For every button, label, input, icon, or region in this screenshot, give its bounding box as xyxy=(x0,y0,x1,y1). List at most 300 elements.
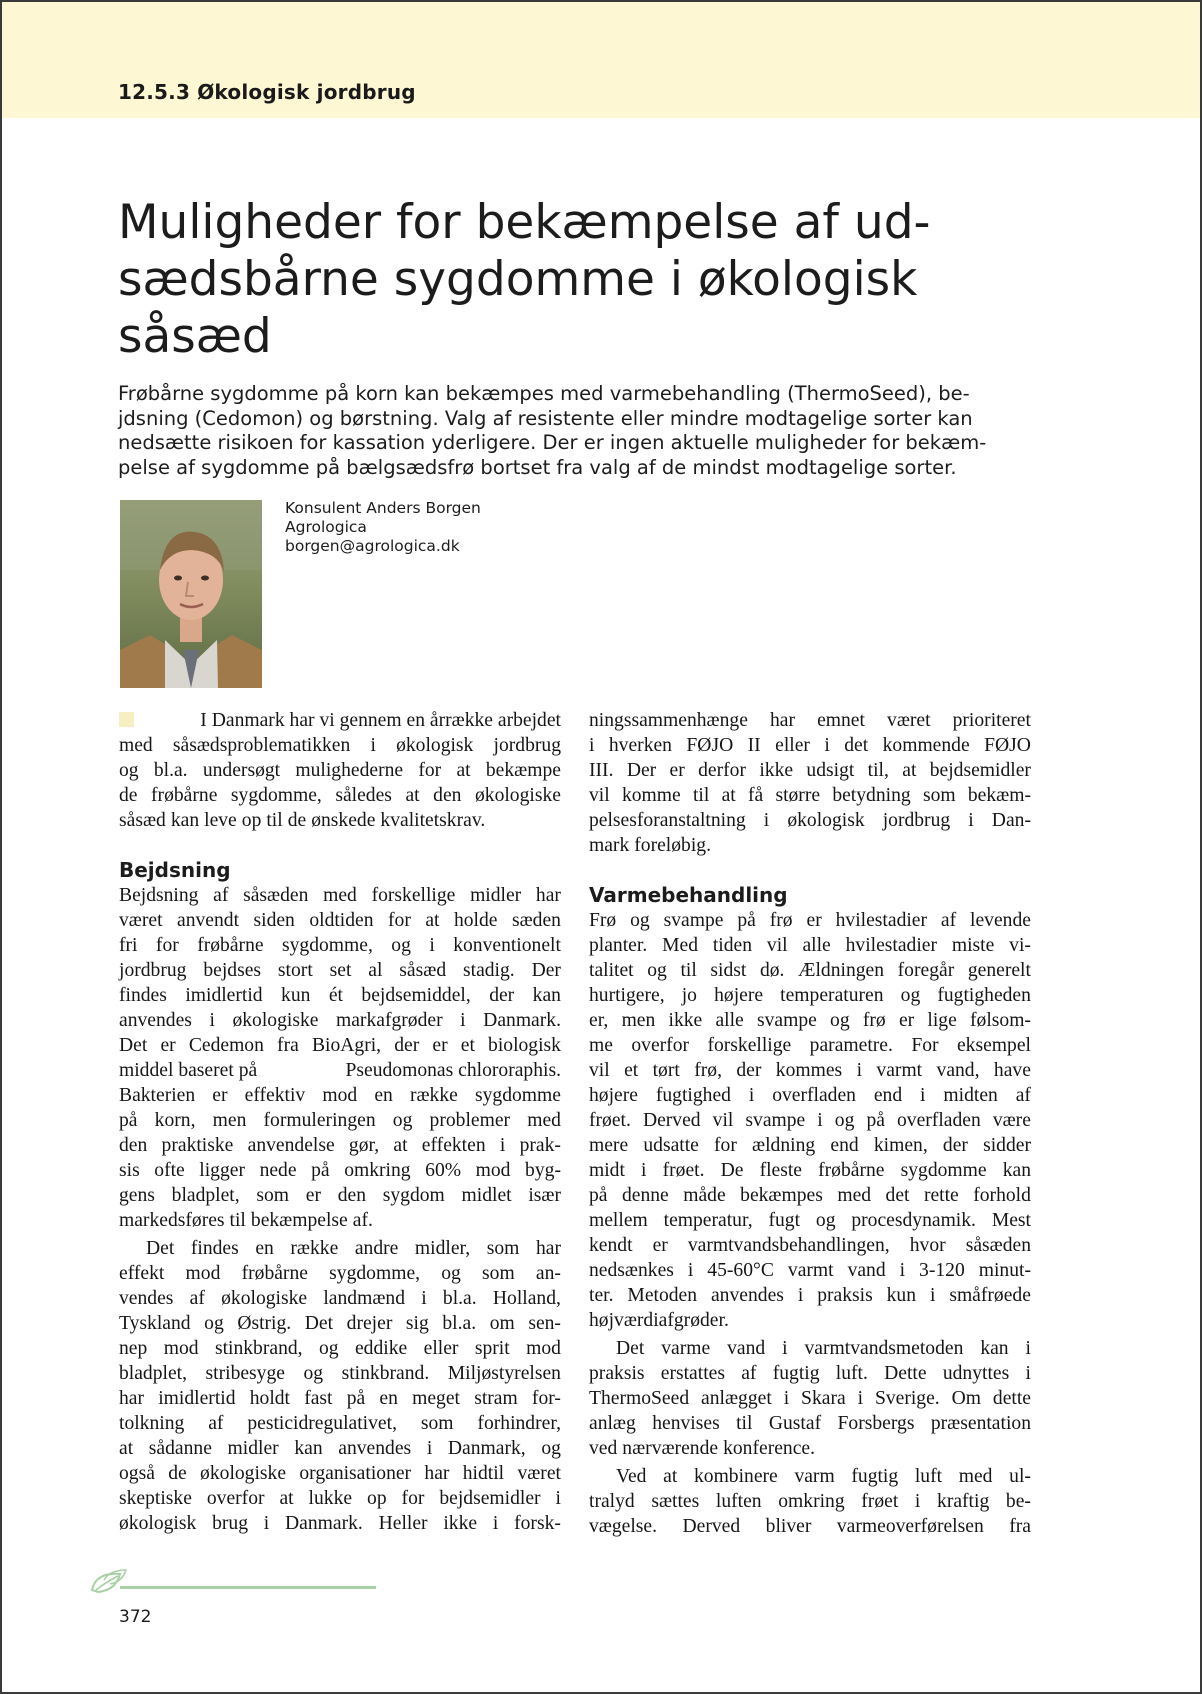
word: sig xyxy=(405,1313,429,1334)
word: i xyxy=(763,810,770,831)
text-line xyxy=(119,883,561,908)
word: er, xyxy=(589,1010,609,1031)
word: be- xyxy=(1005,1491,1031,1512)
word: konventionelt xyxy=(453,935,561,956)
word: være xyxy=(992,1110,1031,1131)
word: på xyxy=(737,910,756,931)
word: rette xyxy=(923,1185,959,1206)
word: korn, xyxy=(154,1110,196,1131)
word: Skara xyxy=(801,1388,846,1409)
word: Østrig. xyxy=(237,1313,292,1334)
word: end xyxy=(830,1135,859,1156)
word: i xyxy=(421,1288,427,1309)
word: i xyxy=(492,1513,499,1534)
word: og xyxy=(647,960,667,981)
word: sis xyxy=(119,1160,140,1181)
word: i xyxy=(914,1491,921,1512)
word: frøbårne xyxy=(818,1160,885,1181)
word: i xyxy=(499,1135,506,1156)
word: en xyxy=(255,1238,274,1259)
word: til xyxy=(680,960,697,981)
word: såsæden xyxy=(965,1235,1031,1256)
page-title xyxy=(118,194,998,365)
word: med xyxy=(527,1110,561,1131)
word: for xyxy=(418,760,442,781)
word: have xyxy=(993,1060,1031,1081)
word: de xyxy=(287,810,307,831)
word: midler xyxy=(470,885,522,906)
word: miste xyxy=(951,935,995,956)
word: markafgrøder xyxy=(336,1010,443,1031)
word: men xyxy=(212,1110,247,1131)
word: anvendes xyxy=(710,1285,784,1306)
word: og xyxy=(204,1313,224,1334)
word: nede xyxy=(259,1160,297,1181)
word: Mest xyxy=(991,1210,1031,1231)
word: såsæden xyxy=(243,885,309,906)
word: og xyxy=(318,1338,339,1359)
word: imidlertid xyxy=(185,985,263,1006)
word: holdt xyxy=(249,1388,290,1409)
word: Derved xyxy=(682,1516,741,1537)
word: et xyxy=(624,1060,639,1081)
word: af xyxy=(189,1288,205,1309)
word: kvalitetskrav. xyxy=(380,810,486,831)
word: en xyxy=(379,1388,398,1409)
word: at xyxy=(393,1135,408,1156)
word: forsk- xyxy=(514,1513,561,1534)
word: bejdsemidler xyxy=(929,760,1031,781)
word: mod xyxy=(163,1338,199,1359)
author-photo xyxy=(120,500,262,688)
word: eller xyxy=(423,1338,459,1359)
word: ul- xyxy=(1009,1466,1031,1487)
word: økologiske xyxy=(474,785,561,806)
word: såsæd xyxy=(399,960,447,981)
text-line xyxy=(589,1233,1031,1258)
word: anlæg xyxy=(589,1413,636,1434)
word: Der xyxy=(626,760,657,781)
word: hvor xyxy=(909,1235,946,1256)
text-line xyxy=(589,1361,1031,1386)
word: fugtig xyxy=(851,1466,899,1487)
word: økologiske xyxy=(221,1288,308,1309)
word: hvilestadier xyxy=(835,910,928,931)
word: Det xyxy=(616,1338,645,1359)
text-line xyxy=(589,1436,1031,1461)
text-line xyxy=(589,758,1031,783)
word: som xyxy=(486,1238,520,1259)
word: For xyxy=(911,1035,939,1056)
word: i xyxy=(555,1488,561,1509)
word: er xyxy=(898,1010,915,1031)
word: BioAgri, xyxy=(311,1035,382,1056)
text-line xyxy=(589,983,1031,1008)
word: et xyxy=(460,1035,475,1056)
word: forskellige xyxy=(707,1035,792,1056)
text-line xyxy=(589,1183,1031,1208)
word: vil xyxy=(589,785,610,806)
word: sidst xyxy=(710,960,747,981)
word: og xyxy=(830,1010,850,1031)
word: som xyxy=(256,1185,290,1206)
word: vi- xyxy=(1009,935,1031,956)
word: De xyxy=(720,1160,744,1181)
word: Ældningen xyxy=(798,960,885,981)
word: på xyxy=(311,1160,330,1181)
text-line xyxy=(119,1158,561,1183)
word: Bakterien xyxy=(119,1085,196,1106)
abstract-line: Frøbårne sygdomme på korn kan bekæmpes med varmebehandling (ThermoSeed), be- xyxy=(118,382,970,405)
section-label: 12.5.3 Økologisk jordbrug xyxy=(118,80,416,104)
word: svampe xyxy=(745,1110,806,1131)
word: brug xyxy=(212,1513,248,1534)
text-line xyxy=(119,1183,561,1208)
author-block xyxy=(285,499,481,556)
word: effekt xyxy=(119,1263,165,1284)
text-line xyxy=(589,1308,1031,1333)
word: minut- xyxy=(978,1260,1031,1281)
word: de xyxy=(168,1463,187,1484)
word: luft. xyxy=(835,1363,868,1384)
word: stribesyge xyxy=(205,1363,285,1384)
word: holde xyxy=(453,910,498,931)
word: Tyskland xyxy=(119,1313,191,1334)
word: hvilestadier xyxy=(845,935,937,956)
leaf-icon xyxy=(90,1568,130,1600)
text-line xyxy=(119,958,561,983)
word: effektiv xyxy=(244,1085,306,1106)
word: således xyxy=(335,785,392,806)
word: sygdomme, xyxy=(329,1263,421,1284)
word: måde xyxy=(683,1185,726,1206)
word: Ved xyxy=(616,1466,647,1487)
word: Det xyxy=(119,1035,148,1056)
word: og xyxy=(834,1110,855,1131)
word: temperaturen xyxy=(780,985,884,1006)
word: Metoden xyxy=(627,1285,698,1306)
word: af. xyxy=(352,1210,373,1231)
word: af xyxy=(940,910,957,931)
word: varme xyxy=(661,1338,711,1359)
text-line xyxy=(589,783,1031,808)
word: Med xyxy=(662,935,698,956)
word: i xyxy=(641,1160,647,1181)
word: prioriteret xyxy=(952,710,1031,731)
word: den xyxy=(433,785,462,806)
word: det xyxy=(844,735,869,756)
word: kan xyxy=(294,1438,323,1459)
word: højere xyxy=(714,985,764,1006)
word: Bejdsning xyxy=(119,885,199,906)
word: skeptiske xyxy=(119,1488,192,1509)
word: er xyxy=(806,910,822,931)
word: at xyxy=(663,1466,678,1487)
word: men xyxy=(621,1010,656,1031)
word: økologiske xyxy=(200,1463,287,1484)
word: i xyxy=(856,1060,863,1081)
word: andre xyxy=(354,1238,399,1259)
word: byg- xyxy=(525,1160,561,1181)
word: end xyxy=(873,1085,903,1106)
word: Gustaf xyxy=(768,1413,822,1434)
word: FØJO xyxy=(686,735,734,756)
word: ikke xyxy=(668,1010,703,1031)
text-line xyxy=(589,1108,1031,1133)
word: eksempel xyxy=(956,1035,1031,1056)
word: fugtigheden xyxy=(937,985,1031,1006)
text-line xyxy=(589,1158,1031,1183)
intro-marker xyxy=(119,708,144,733)
word: at xyxy=(119,1438,134,1459)
word: jordbrug xyxy=(882,810,951,831)
word: bl.a. xyxy=(153,760,188,781)
text-line xyxy=(119,983,561,1008)
word: Dan- xyxy=(991,810,1031,831)
word: stinkbrand. xyxy=(341,1363,430,1384)
word: mellem xyxy=(589,1210,648,1231)
word: for xyxy=(388,910,411,931)
word: frøbårne xyxy=(241,1263,308,1284)
word: pelsesforanstaltning xyxy=(589,810,746,831)
word: problemer xyxy=(429,1110,511,1131)
text-line xyxy=(589,708,1031,733)
text-line xyxy=(589,1208,1031,1233)
word: markedsføres xyxy=(119,1210,225,1231)
word: de xyxy=(119,785,138,806)
word: til xyxy=(736,1413,753,1434)
text-line xyxy=(119,1436,561,1461)
word: betydning xyxy=(832,785,911,806)
text-line xyxy=(119,758,561,783)
word: stort xyxy=(277,960,313,981)
word: 3-120 xyxy=(919,1260,965,1281)
word: til xyxy=(692,785,710,806)
word: i xyxy=(1025,1338,1031,1359)
text-line xyxy=(589,933,1031,958)
word: højere xyxy=(589,1085,638,1106)
word: praksis xyxy=(589,1363,645,1384)
word: i xyxy=(929,1285,936,1306)
word: fri xyxy=(119,935,138,956)
word: gør, xyxy=(348,1135,380,1156)
word: har xyxy=(424,1463,450,1484)
word: kombinere xyxy=(693,1466,778,1487)
word: pesticidregulativet, xyxy=(247,1413,397,1434)
word: frøet. xyxy=(589,1110,631,1131)
word: varmtvandsmetoden xyxy=(804,1338,964,1359)
word: formuleringen xyxy=(263,1110,376,1131)
word: bliver xyxy=(765,1516,812,1537)
word: an- xyxy=(535,1263,561,1284)
word: at xyxy=(279,1488,294,1509)
word: lukke xyxy=(308,1488,353,1509)
word: hidtil xyxy=(462,1463,505,1484)
word: drejer xyxy=(346,1313,393,1334)
word: har xyxy=(535,885,561,906)
word: kun xyxy=(886,1285,917,1306)
line-text: . xyxy=(556,1060,561,1081)
word: Cedemon xyxy=(188,1035,264,1056)
word: hverken xyxy=(608,735,672,756)
author-email[interactable]: borgen@agrologica.dk xyxy=(285,537,460,555)
word: vand, xyxy=(936,1060,980,1081)
word: anvendes xyxy=(338,1438,412,1459)
text-line xyxy=(119,1133,561,1158)
text-line xyxy=(119,1311,561,1336)
word: den xyxy=(119,1135,148,1156)
word: mod xyxy=(526,1338,561,1359)
word: bladplet, xyxy=(171,1185,240,1206)
word: vand xyxy=(727,1338,766,1359)
word: kan xyxy=(980,1338,1009,1359)
word: Danmark, xyxy=(447,1438,526,1459)
word: overfladen xyxy=(772,1085,856,1106)
text-line xyxy=(589,908,1031,933)
text-line xyxy=(589,1133,1031,1158)
word: jo xyxy=(681,985,697,1006)
word: i xyxy=(797,1285,804,1306)
word: er xyxy=(669,760,685,781)
text-line xyxy=(119,1361,561,1386)
word: at xyxy=(405,785,420,806)
word: kommende xyxy=(882,735,970,756)
word: der xyxy=(489,985,515,1006)
word: praktiske xyxy=(161,1135,234,1156)
word: sættes xyxy=(651,1491,700,1512)
word: bekæm- xyxy=(967,785,1031,806)
word: nep xyxy=(119,1338,148,1359)
word: bl.a. xyxy=(442,1288,477,1309)
word: omkring xyxy=(778,1491,845,1512)
word: ligger xyxy=(199,1160,245,1181)
word: og xyxy=(391,935,411,956)
word: sygdomme, xyxy=(281,935,373,956)
word: Holland, xyxy=(492,1288,561,1309)
word: Danmark. xyxy=(483,1010,561,1031)
word: og xyxy=(900,985,921,1006)
word: hurtigere, xyxy=(589,985,665,1006)
word: eddike xyxy=(354,1338,408,1359)
word: organisationer xyxy=(299,1463,412,1484)
word: tralyd xyxy=(589,1491,635,1512)
word: ThermoSeed xyxy=(589,1388,690,1409)
heading-varmebehandling: Varmebehandling xyxy=(589,883,788,907)
word: undersøgt xyxy=(202,760,281,781)
text-line xyxy=(589,1514,1031,1539)
text-line xyxy=(119,1083,561,1108)
word: sygdomme, xyxy=(230,785,322,806)
word: fugt xyxy=(768,1210,801,1231)
word: kan xyxy=(170,810,200,831)
right-column xyxy=(589,708,1031,1539)
word: i xyxy=(783,1388,790,1409)
word: komme xyxy=(621,785,681,806)
word: som xyxy=(482,1263,515,1284)
word: af xyxy=(741,1363,757,1384)
word: midler, xyxy=(414,1238,471,1259)
word: Derved xyxy=(642,1110,701,1131)
word: ter. xyxy=(589,1285,614,1306)
text-line xyxy=(119,1108,561,1133)
word: højværdiafgrøder. xyxy=(589,1310,729,1331)
word: forhold xyxy=(973,1185,1031,1206)
word: prak- xyxy=(519,1135,561,1156)
word: al xyxy=(368,960,383,981)
word: bekæmpes xyxy=(740,1185,823,1206)
word: at xyxy=(456,760,471,781)
word: været xyxy=(119,910,163,931)
word: alle xyxy=(715,1010,744,1031)
word: en xyxy=(374,1085,393,1106)
word: derfor xyxy=(698,760,746,781)
page-number: 372 xyxy=(119,1607,152,1627)
word: midten xyxy=(943,1085,998,1106)
word: i xyxy=(1025,1363,1031,1384)
word: til, xyxy=(867,760,889,781)
line-text: middel baseret på xyxy=(119,1060,258,1081)
word: midlet xyxy=(461,1185,512,1206)
text-line xyxy=(589,1258,1031,1283)
word: alle xyxy=(802,935,831,956)
abstract-line: jdsning (Cedomon) og børstning. Valg af resistente eller mindre modtagelige sorter kan xyxy=(118,406,973,430)
word: har xyxy=(769,710,796,731)
word: varmeoverførelsen xyxy=(836,1516,984,1537)
text-line xyxy=(119,933,561,958)
word: af xyxy=(208,1413,224,1434)
text-line xyxy=(119,1261,561,1286)
word: er xyxy=(652,1235,668,1256)
word: fugtig xyxy=(772,1363,820,1384)
word: økologisk xyxy=(396,735,474,756)
text-line xyxy=(119,783,561,808)
word: op xyxy=(241,810,262,831)
word: nærværende xyxy=(622,1438,719,1459)
word: fleste xyxy=(759,1160,803,1181)
word: mod xyxy=(322,1085,358,1106)
word: jordbrug xyxy=(119,960,187,981)
word: temperatur, xyxy=(663,1210,753,1231)
word: erstattes xyxy=(660,1363,725,1384)
word: på xyxy=(866,1110,885,1131)
word: ikke xyxy=(759,760,794,781)
word: planter. xyxy=(589,935,648,956)
word: findes xyxy=(119,985,167,1006)
word: været xyxy=(887,710,931,731)
word: kan xyxy=(1002,1160,1031,1181)
word: praksis xyxy=(817,1285,873,1306)
text-line xyxy=(119,1336,561,1361)
word: ningssammenhænge xyxy=(589,710,748,731)
word: 45-60°C xyxy=(707,1260,774,1281)
word: økologiske xyxy=(232,1010,319,1031)
word: meget xyxy=(412,1388,460,1409)
text-line xyxy=(119,1386,561,1411)
word: på xyxy=(119,1110,138,1131)
word: fast xyxy=(304,1388,333,1409)
text-line xyxy=(589,1058,1031,1083)
word: varmt xyxy=(787,1260,834,1281)
word: i xyxy=(920,1085,926,1106)
word: i xyxy=(824,735,830,756)
word: har xyxy=(119,1388,145,1409)
word: vil xyxy=(712,1110,734,1131)
word: sygdom xyxy=(382,1185,445,1206)
word: i xyxy=(817,1110,823,1131)
word: frø xyxy=(862,1010,886,1031)
word: ofte xyxy=(154,1160,185,1181)
word: udnyttes xyxy=(942,1363,1010,1384)
